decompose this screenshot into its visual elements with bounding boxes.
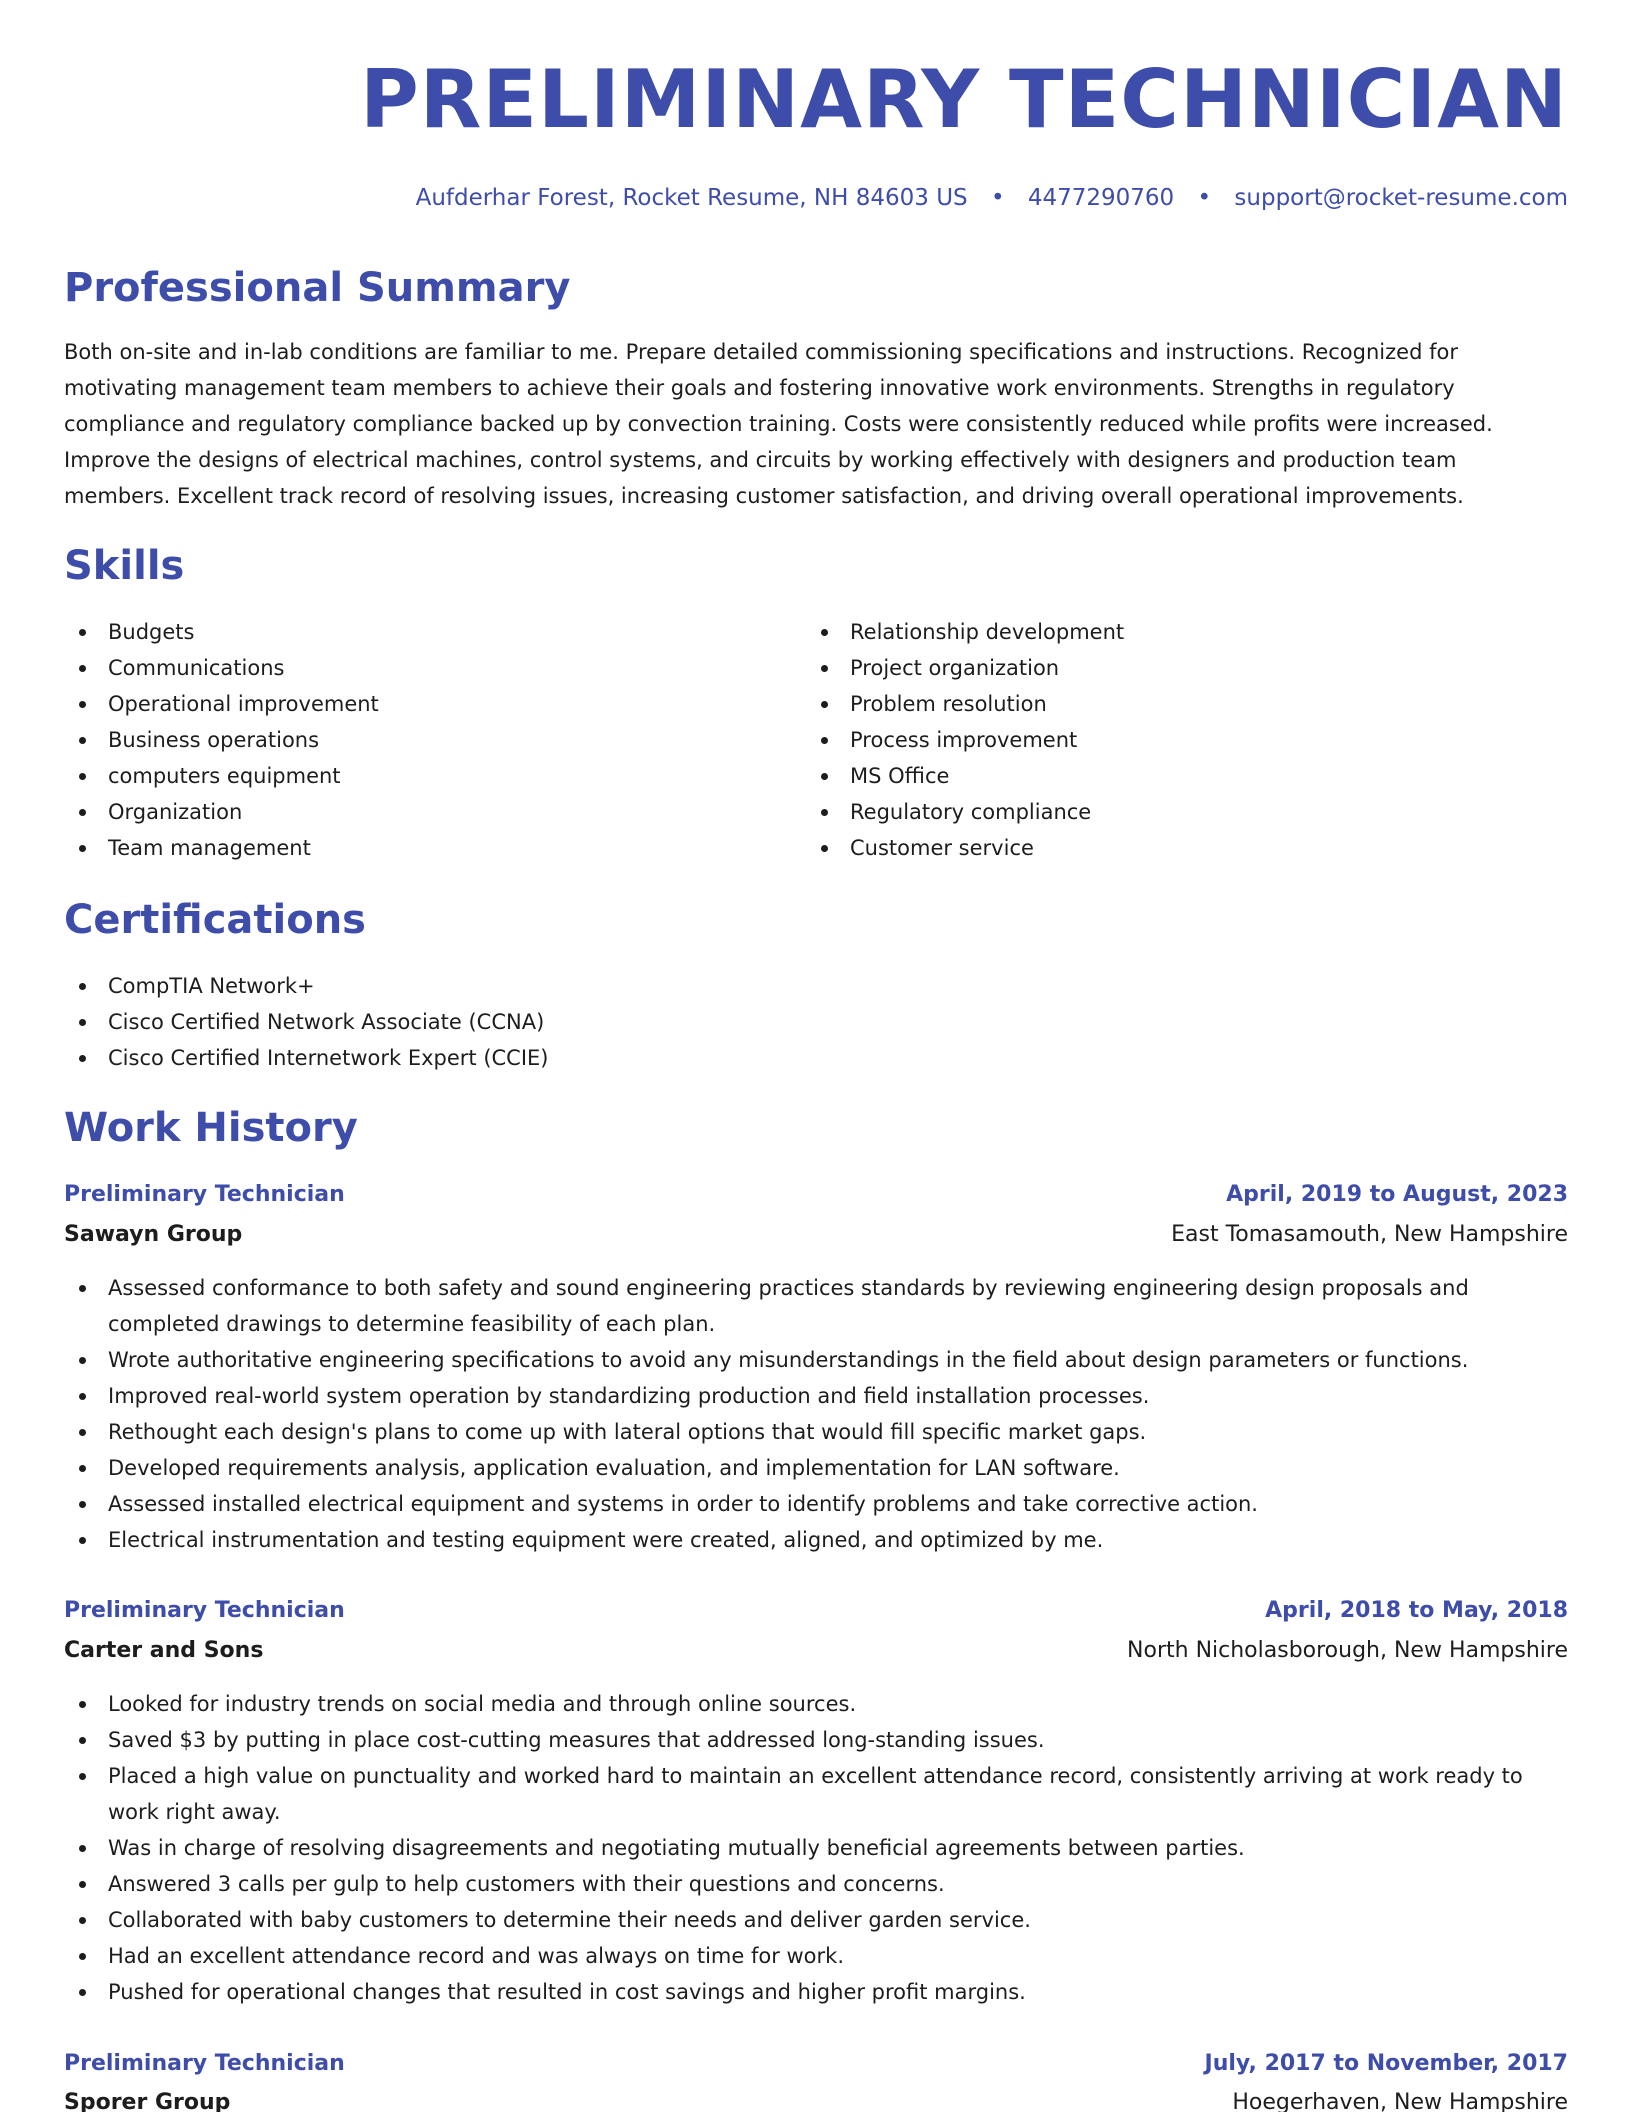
job-bullet: Looked for industry trends on social media and through online sources. [64, 1686, 1568, 1722]
skill-item: Organization [64, 794, 784, 830]
skill-item: Business operations [64, 722, 784, 758]
job-bullet: Developed requirements analysis, application evaluation, and implementation for LAN software. [64, 1450, 1568, 1486]
job-title: Preliminary Technician [64, 2051, 345, 2076]
contact-address: Aufderhar Forest, Rocket Resume, NH 84603 US [415, 185, 968, 211]
job-bullet: Was in charge of resolving disagreements and negotiating mutually beneficial agreements between parties. [64, 1830, 1568, 1866]
job-bullet: Saved $3 by putting in place cost-cutting measures that addressed long-standing issues. [64, 1722, 1568, 1758]
skill-item: Problem resolution [806, 686, 1566, 722]
contact-line [416, 180, 1568, 216]
job-bullets [64, 1686, 1568, 2010]
job-bullet: Had an excellent attendance record and was always on time for work. [64, 1938, 1568, 1974]
skill-item: Process improvement [806, 722, 1566, 758]
job-dates: July, 2017 to November, 2017 [1204, 2051, 1568, 2076]
work-history-heading: Work History [64, 1105, 358, 1151]
certifications-list [64, 968, 1568, 1076]
skill-item: Project organization [806, 650, 1566, 686]
job-header [64, 2046, 1568, 2082]
job-company: Carter and Sons [64, 1638, 264, 1663]
skill-item: Regulatory compliance [806, 794, 1566, 830]
job-location: East Tomasamouth, New Hampshire [1171, 1222, 1568, 1247]
skills-heading: Skills [64, 543, 185, 589]
job-bullet: Collaborated with baby customers to determine their needs and deliver garden service. [64, 1902, 1568, 1938]
job-bullet: Assessed conformance to both safety and sound engineering practices standards by reviewing engineering design proposals and completed drawings to determine feasibility of each plan. [64, 1270, 1568, 1342]
job-dates: April, 2018 to May, 2018 [1265, 1598, 1568, 1623]
job-subheader [64, 2085, 1568, 2112]
summary-text: Both on-site and in-lab conditions are familiar to me. Prepare detailed commissioning specifications and instructions. Recognized for motivating management team members to achieve their goals and fostering innovative work environments. Strengths in regulatory compliance and regulatory compliance backed up by convection training. Costs were consistently reduced while profits were increased. Improve the designs of electrical machines, control systems, and circuits by working effectively with designers and production team members. Excellent track record of resolving issues, increasing customer satisfaction, and driving overall operational improvements. [64, 340, 1493, 508]
job-header [64, 1593, 1568, 1629]
resume-title: PRELIMINARY TECHNICIAN [360, 53, 1568, 146]
job-bullet: Electrical instrumentation and testing equipment were created, aligned, and optimized by me. [64, 1522, 1568, 1558]
job-location: Hoegerhaven, New Hampshire [1232, 2090, 1568, 2112]
contact-phone: 4477290760 [1027, 185, 1175, 211]
contact-email[interactable]: support@rocket-resume.com [1234, 185, 1568, 211]
certifications-heading: Certifications [64, 897, 366, 943]
job-bullet: Pushed for operational changes that resulted in cost savings and higher profit margins. [64, 1974, 1568, 2010]
job-company: Sporer Group [64, 2090, 231, 2112]
job-header [64, 1177, 1568, 1213]
skills-list-left [64, 614, 784, 866]
job-bullet: Assessed installed electrical equipment and systems in order to identify problems and take corrective action. [64, 1486, 1568, 1522]
skill-item: computers equipment [64, 758, 784, 794]
job-subheader [64, 1633, 1568, 1669]
job-bullet: Improved real-world system operation by standardizing production and field installation processes. [64, 1378, 1568, 1414]
skill-item: Customer service [806, 830, 1566, 866]
job-title: Preliminary Technician [64, 1182, 345, 1207]
skill-item: MS Office [806, 758, 1566, 794]
summary-heading: Professional Summary [64, 265, 571, 311]
contact-separator: • [990, 185, 1005, 211]
job-bullet: Placed a high value on punctuality and worked hard to maintain an excellent attendance record, consistently arriving at work ready to work right away. [64, 1758, 1568, 1830]
certification-item: CompTIA Network+ [64, 968, 1568, 1004]
job-bullet: Rethought each design's plans to come up with lateral options that would fill specific market gaps. [64, 1414, 1568, 1450]
job-subheader [64, 1217, 1568, 1253]
skill-item: Relationship development [806, 614, 1566, 650]
certification-item: Cisco Certified Network Associate (CCNA) [64, 1004, 1568, 1040]
job-bullets [64, 1270, 1568, 1558]
job-bullet: Answered 3 calls per gulp to help customers with their questions and concerns. [64, 1866, 1568, 1902]
skill-item: Communications [64, 650, 784, 686]
skill-item: Operational improvement [64, 686, 784, 722]
skill-item: Budgets [64, 614, 784, 650]
job-bullet: Wrote authoritative engineering specifications to avoid any misunderstandings in the field about design parameters or functions. [64, 1342, 1568, 1378]
job-title: Preliminary Technician [64, 1598, 345, 1623]
job-location: North Nicholasborough, New Hampshire [1127, 1638, 1568, 1663]
skills-list-right [806, 614, 1566, 866]
skill-item: Team management [64, 830, 784, 866]
job-dates: April, 2019 to August, 2023 [1226, 1182, 1568, 1207]
job-company: Sawayn Group [64, 1222, 243, 1247]
certification-item: Cisco Certified Internetwork Expert (CCIE) [64, 1040, 1568, 1076]
contact-separator: • [1197, 185, 1212, 211]
